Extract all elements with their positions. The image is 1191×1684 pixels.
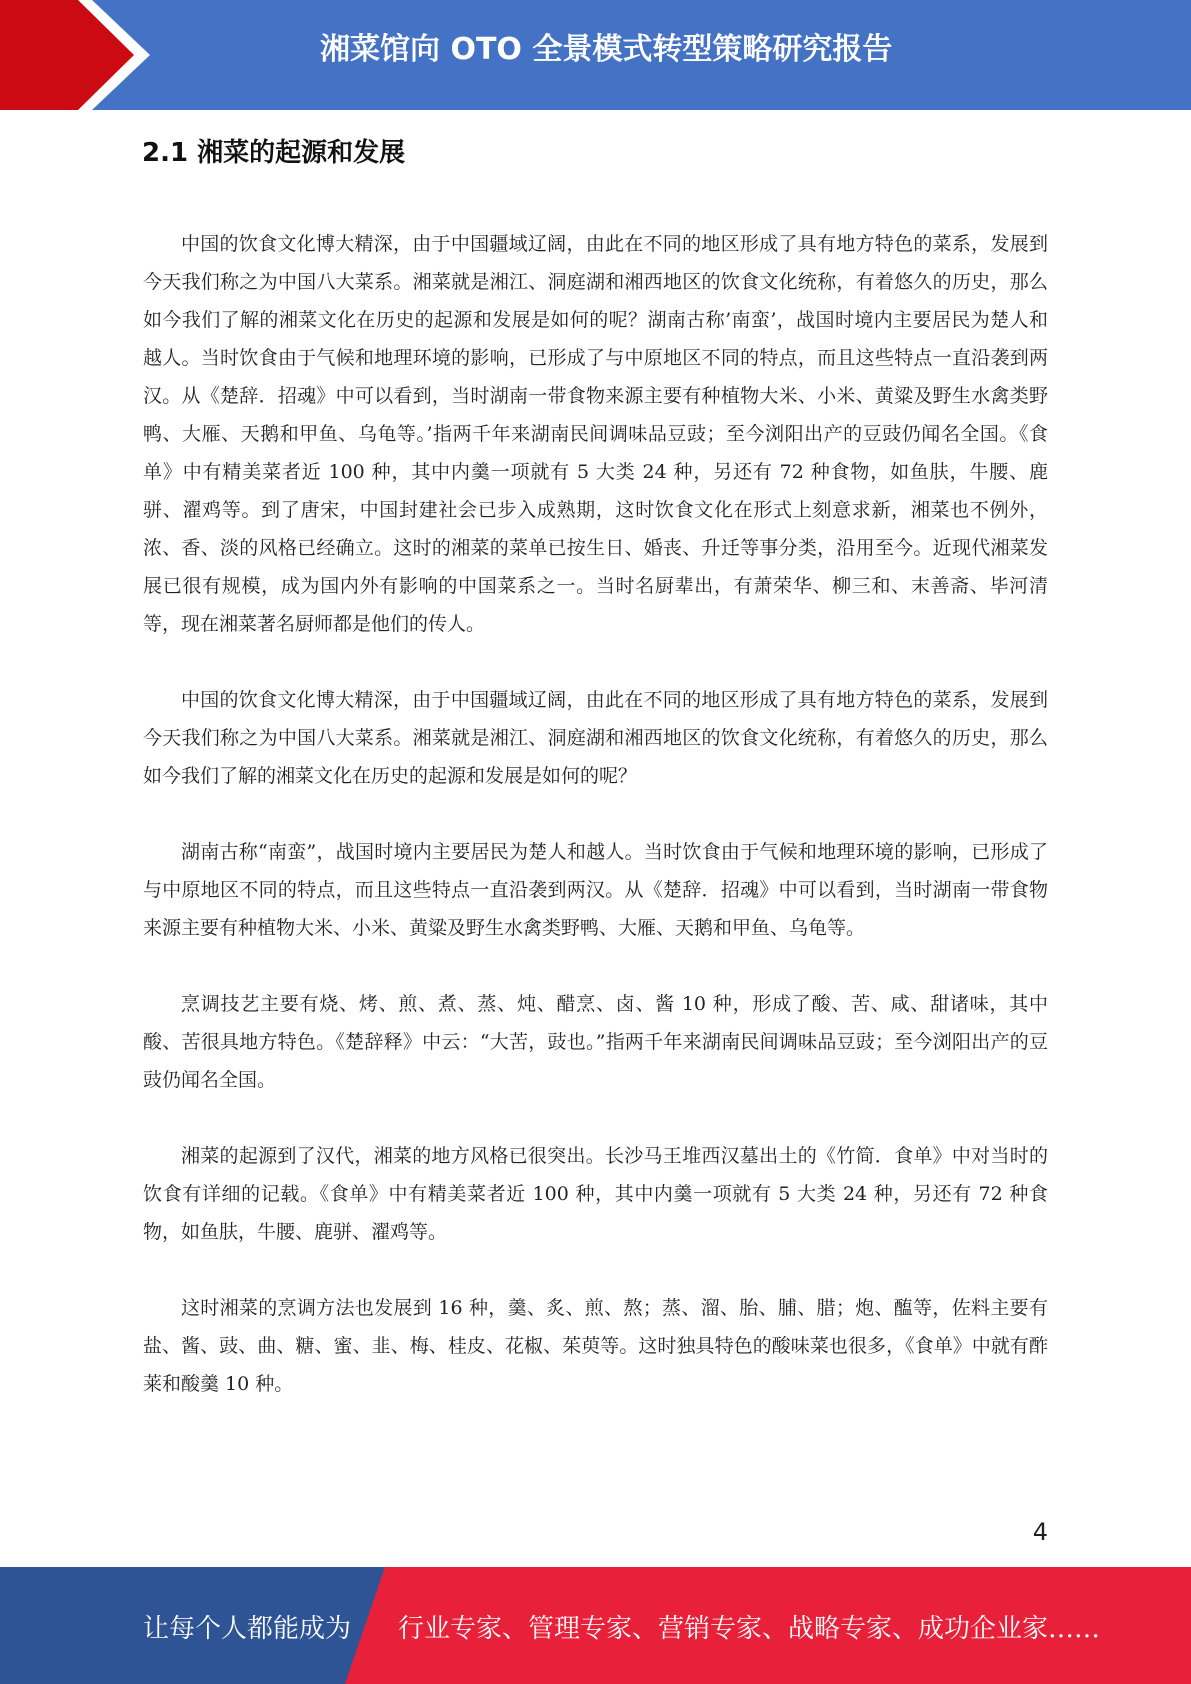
chevron-arrow-icon (0, 0, 150, 110)
paragraph: 中国的饮食文化博大精深，由于中国疆域辽阔，由此在不同的地区形成了具有地方特色的菜系，发展到今天我们称之为中国八大菜系。湘菜就是湘江、洞庭湖和湘西地区的饮食文化统称，有着悠久的历史，那么如今我们了解的湘菜文化在历史的起源和发展是如何的呢？湖南古称’南蛮’，战国时境内主要居民为楚人和越人。当时饮食由于气候和地理环境的影响，已形成了与中原地区不同的特点，而且这些特点一直沿袭到两汉。从《楚辞．招魂》中可以看到，当时湖南一带食物来源主要有种植物大米、小米、黄粱及野生水禽类野鸭、大雁、天鹅和甲鱼、乌龟等。’指两千年来湖南民间调味品豆豉；至今浏阳出产的豆豉仍闻名全国。《食单》中有精美菜者近 100 种，其中内羹一项就有 5 大类 24 种，另还有 72 种食物，如鱼肤，牛腰、鹿骈、濯鸡等。到了唐宋，中国封建社会已步入成熟期，这时饮食文化在形式上刻意求新，湘菜也不例外，浓、香、淡的风格已经确立。这时的湘菜的菜单已按生日、婚丧、升迁等事分类，沿用至今。近现代湘菜发展已很有规模，成为国内外有影响的中国菜系之一。当时名厨辈出，有萧荣华、柳三和、末善斋、毕河清等，现在湘菜著名厨师都是他们的传人。 (143, 233, 1048, 635)
chevron-red-fill (0, 0, 134, 110)
footer-slogan-lead: 让每个人都能成为 (143, 1614, 352, 1644)
paragraph: 中国的饮食文化博大精深，由于中国疆域辽阔，由此在不同的地区形成了具有地方特色的菜系，发展到今天我们称之为中国八大菜系。湘菜就是湘江、洞庭湖和湘西地区的饮食文化统称，有着悠久的历史，那么如今我们了解的湘菜文化在历史的起源和发展是如何的呢？ (143, 689, 1048, 787)
header-banner (0, 0, 1191, 110)
footer-banner (0, 1567, 1191, 1684)
report-title: 湘菜馆向 OTO 全景模式转型策略研究报告 (320, 32, 893, 67)
paragraph: 这时湘菜的烹调方法也发展到 16 种，羹、炙、煎、熬；蒸、溜、胎、脯、腊；炮、醢等，佐料主要有盐、酱、豉、曲、糖、蜜、韭、梅、桂皮、花椒、茱萸等。这时独具特色的酸味菜也很多，《食单》中就有酢莱和酸羹 10 种。 (143, 1297, 1048, 1395)
paragraph: 湖南古称“南蛮”，战国时境内主要居民为楚人和越人。当时饮食由于气候和地理环境的影响，已形成了与中原地区不同的特点，而且这些特点一直沿袭到两汉。从《楚辞．招魂》中可以看到，当时湖南一带食物来源主要有种植物大米、小米、黄粱及野生水禽类野鸭、大雁、天鹅和甲鱼、乌龟等。 (143, 841, 1048, 939)
section-heading: 2.1 湘菜的起源和发展 (142, 138, 406, 168)
paragraph: 烹调技艺主要有烧、烤、煎、煮、蒸、炖、醋烹、卤、酱 10 种，形成了酸、苦、咸、甜诸味，其中酸、苦很具地方特色。《楚辞释》中云：“大苦，豉也。”指两千年来湖南民间调味品豆豉；至今浏阳出产的豆豉仍闻名全国。 (143, 993, 1048, 1091)
body-content (143, 225, 1048, 1441)
paragraph: 湘菜的起源到了汉代，湘菜的地方风格已很突出。长沙马王堆西汉墓出土的《竹简．食单》中对当时的饮食有详细的记载。《食单》中有精美菜者近 100 种，其中内羹一项就有 5 大类 24 种，另还有 72 种食物，如鱼肤，牛腰、鹿骈、濯鸡等。 (143, 1145, 1048, 1243)
page-number: 4 (1032, 1518, 1048, 1546)
footer-slogan-roles: 行业专家、管理专家、营销专家、战略专家、成功企业家…… (398, 1614, 1101, 1644)
